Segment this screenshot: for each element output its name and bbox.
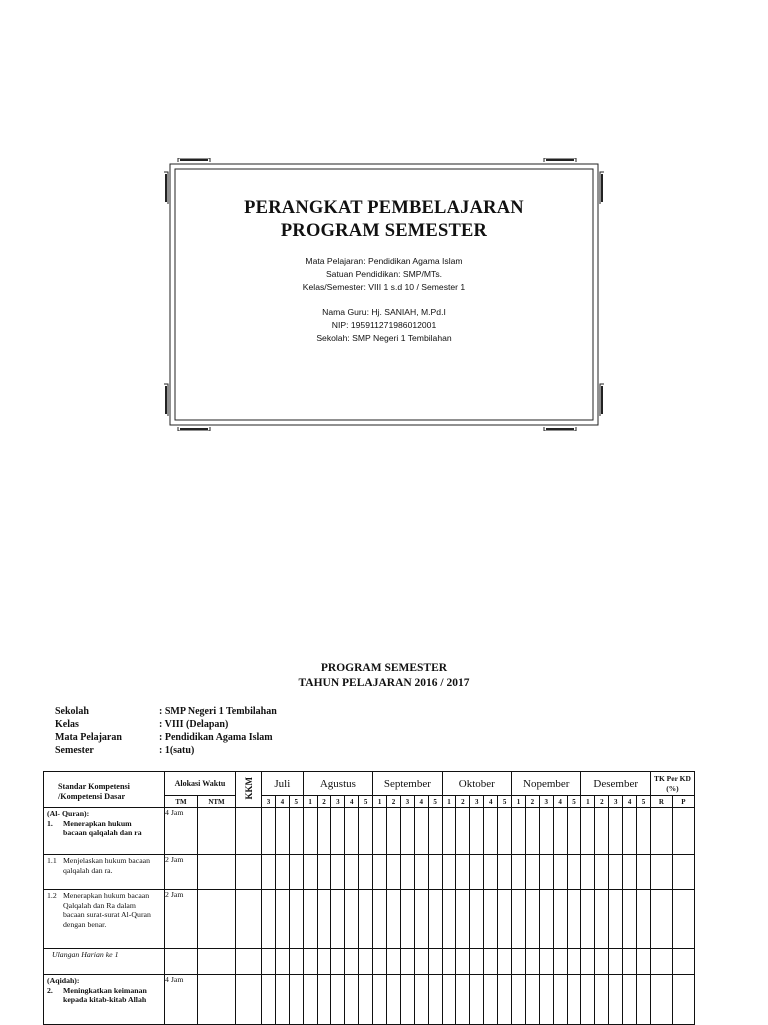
empty-cell	[414, 890, 428, 949]
empty-cell	[581, 890, 595, 949]
row-heading: (Al- Quran):	[47, 809, 90, 818]
empty-cell	[331, 890, 345, 949]
doc-subtitle: TAHUN PELAJARAN 2016 / 2017	[298, 677, 470, 689]
header-week: 4	[414, 796, 428, 808]
empty-cell	[623, 949, 637, 975]
empty-cell	[567, 890, 581, 949]
header-week: 5	[637, 796, 651, 808]
empty-cell	[637, 949, 651, 975]
empty-cell	[498, 890, 512, 949]
empty-cell	[484, 890, 498, 949]
empty-cell	[373, 949, 387, 975]
meta-label: Sekolah	[55, 706, 89, 717]
empty-cell	[470, 808, 484, 855]
empty-cell	[198, 949, 236, 975]
header-month: Juli	[262, 772, 304, 796]
cover-class-semester: Kelas/Semester: VIII 1 s.d 10 / Semester 1	[302, 282, 466, 292]
header-week: 2	[595, 796, 609, 808]
empty-cell	[539, 949, 553, 975]
empty-cell	[331, 975, 345, 1025]
header-week: 3	[331, 796, 345, 808]
table-row	[44, 975, 695, 1025]
header-week: 5	[359, 796, 373, 808]
empty-cell	[525, 975, 539, 1025]
header-week: 1	[303, 796, 317, 808]
header-week: 1	[581, 796, 595, 808]
empty-cell	[512, 890, 526, 949]
header-week: 3	[609, 796, 623, 808]
meta-value: : SMP Negeri 1 Tembilahan	[159, 706, 277, 717]
empty-cell	[373, 855, 387, 890]
empty-cell	[567, 808, 581, 855]
empty-cell	[387, 808, 401, 855]
row-number: 1.2	[47, 891, 57, 900]
empty-cell	[637, 855, 651, 890]
program-semester-table	[43, 771, 695, 1025]
empty-cell	[581, 949, 595, 975]
header-week: 2	[317, 796, 331, 808]
empty-cell	[623, 855, 637, 890]
empty-cell	[553, 949, 567, 975]
header-tm: TM	[165, 796, 198, 808]
tm-cell: 2 Jam	[165, 855, 198, 890]
empty-cell	[484, 808, 498, 855]
sk-kd-cell	[44, 975, 165, 1025]
empty-cell	[359, 975, 373, 1025]
empty-cell	[317, 808, 331, 855]
empty-cell	[275, 949, 289, 975]
header-week: 3	[539, 796, 553, 808]
empty-cell	[317, 890, 331, 949]
empty-cell	[373, 890, 387, 949]
empty-cell	[470, 855, 484, 890]
empty-cell	[236, 890, 262, 949]
cover-teacher-name: Nama Guru: Hj. SANIAH, M.Pd.I	[322, 307, 446, 317]
empty-cell	[275, 855, 289, 890]
empty-cell	[650, 808, 672, 855]
empty-cell	[525, 855, 539, 890]
empty-cell	[623, 808, 637, 855]
header-week: 2	[387, 796, 401, 808]
empty-cell	[442, 949, 456, 975]
empty-cell	[498, 808, 512, 855]
empty-cell	[303, 975, 317, 1025]
empty-cell	[428, 975, 442, 1025]
sk-kd-cell	[44, 949, 165, 975]
empty-cell	[442, 975, 456, 1025]
empty-cell	[650, 855, 672, 890]
empty-cell	[345, 975, 359, 1025]
header-month: Desember	[581, 772, 650, 796]
empty-cell	[484, 975, 498, 1025]
empty-cell	[428, 855, 442, 890]
empty-cell	[198, 890, 236, 949]
empty-cell	[428, 949, 442, 975]
empty-cell	[198, 975, 236, 1025]
tm-cell: 4 Jam	[165, 808, 198, 855]
empty-cell	[539, 975, 553, 1025]
empty-cell	[456, 975, 470, 1025]
empty-cell	[345, 855, 359, 890]
empty-cell	[456, 890, 470, 949]
row-text: Menjelaskan hukum bacaan qalqalah dan ra.	[63, 856, 151, 875]
empty-cell	[262, 808, 276, 855]
empty-cell	[567, 855, 581, 890]
empty-cell	[198, 855, 236, 890]
empty-cell	[442, 890, 456, 949]
empty-cell	[498, 949, 512, 975]
sk-kd-cell	[44, 808, 165, 855]
empty-cell	[595, 890, 609, 949]
empty-cell	[512, 855, 526, 890]
row-number: 2.	[47, 985, 53, 995]
empty-cell	[414, 855, 428, 890]
tm-cell: 4 Jam	[165, 975, 198, 1025]
header-week: 4	[275, 796, 289, 808]
empty-cell	[359, 949, 373, 975]
empty-cell	[456, 949, 470, 975]
empty-cell	[414, 949, 428, 975]
empty-cell	[317, 975, 331, 1025]
header-month: Nopember	[512, 772, 581, 796]
empty-cell	[387, 855, 401, 890]
empty-cell	[289, 949, 303, 975]
empty-cell	[512, 808, 526, 855]
header-week: 1	[512, 796, 526, 808]
empty-cell	[414, 808, 428, 855]
empty-cell	[400, 949, 414, 975]
empty-cell	[581, 855, 595, 890]
empty-cell	[345, 808, 359, 855]
empty-cell	[387, 949, 401, 975]
empty-cell	[262, 890, 276, 949]
header-p: P	[672, 796, 694, 808]
empty-cell	[512, 975, 526, 1025]
empty-cell	[400, 975, 414, 1025]
meta-label: Mata Pelajaran	[55, 732, 122, 743]
empty-cell	[470, 949, 484, 975]
empty-cell	[609, 975, 623, 1025]
meta-label: Kelas	[55, 719, 79, 730]
header-week: 2	[456, 796, 470, 808]
empty-cell	[672, 808, 694, 855]
header-week: 4	[553, 796, 567, 808]
header-week: 5	[428, 796, 442, 808]
empty-cell	[198, 808, 236, 855]
empty-cell	[567, 975, 581, 1025]
empty-cell	[595, 975, 609, 1025]
row-number: 1.	[47, 818, 53, 828]
empty-cell	[303, 890, 317, 949]
empty-cell	[289, 808, 303, 855]
empty-cell	[345, 949, 359, 975]
empty-cell	[637, 975, 651, 1025]
empty-cell	[498, 855, 512, 890]
empty-cell	[539, 855, 553, 890]
empty-cell	[373, 808, 387, 855]
header-kkm: KKM	[236, 772, 262, 808]
empty-cell	[275, 808, 289, 855]
empty-cell	[672, 949, 694, 975]
empty-cell	[414, 975, 428, 1025]
header-week: 4	[484, 796, 498, 808]
empty-cell	[236, 808, 262, 855]
empty-cell	[539, 890, 553, 949]
header-week: 3	[262, 796, 276, 808]
header-week: 5	[567, 796, 581, 808]
table-row	[44, 808, 695, 855]
empty-cell	[359, 855, 373, 890]
header-month: Oktober	[442, 772, 511, 796]
empty-cell	[317, 949, 331, 975]
empty-cell	[581, 975, 595, 1025]
header-month: Agustus	[303, 772, 372, 796]
empty-cell	[345, 890, 359, 949]
empty-cell	[637, 890, 651, 949]
empty-cell	[567, 949, 581, 975]
meta-label: Semester	[55, 745, 94, 756]
empty-cell	[289, 890, 303, 949]
empty-cell	[262, 975, 276, 1025]
header-week: 3	[400, 796, 414, 808]
empty-cell	[650, 949, 672, 975]
header-month: September	[373, 772, 442, 796]
empty-cell	[525, 808, 539, 855]
empty-cell	[303, 949, 317, 975]
row-number: 1.1	[47, 856, 57, 865]
row-text: Menerapkan hukum bacaan qalqalah dan ra	[63, 818, 142, 837]
empty-cell	[525, 949, 539, 975]
cover-title-line1: PERANGKAT PEMBELAJARAN	[244, 198, 524, 218]
empty-cell	[442, 808, 456, 855]
header-week: 5	[289, 796, 303, 808]
table-row	[44, 855, 695, 890]
empty-cell	[595, 855, 609, 890]
tm-cell	[165, 949, 198, 975]
empty-cell	[387, 975, 401, 1025]
empty-cell	[236, 855, 262, 890]
empty-cell	[262, 949, 276, 975]
tm-cell: 2 Jam	[165, 890, 198, 949]
empty-cell	[303, 808, 317, 855]
empty-cell	[373, 975, 387, 1025]
empty-cell	[331, 949, 345, 975]
header-week: 1	[373, 796, 387, 808]
empty-cell	[262, 855, 276, 890]
row-text: Ulangan Harian ke 1	[52, 950, 119, 959]
empty-cell	[456, 855, 470, 890]
empty-cell	[637, 808, 651, 855]
empty-cell	[400, 855, 414, 890]
empty-cell	[456, 808, 470, 855]
table-row	[44, 890, 695, 949]
empty-cell	[331, 855, 345, 890]
empty-cell	[470, 975, 484, 1025]
empty-cell	[581, 808, 595, 855]
empty-cell	[275, 975, 289, 1025]
doc-title: PROGRAM SEMESTER	[320, 662, 448, 674]
empty-cell	[609, 855, 623, 890]
empty-cell	[609, 949, 623, 975]
empty-cell	[553, 975, 567, 1025]
header-ntm: NTM	[198, 796, 236, 808]
empty-cell	[484, 855, 498, 890]
empty-cell	[595, 949, 609, 975]
empty-cell	[428, 808, 442, 855]
empty-cell	[289, 975, 303, 1025]
header-sk-kd: Standar Kompetensi /Kompetensi Dasar	[44, 772, 165, 808]
empty-cell	[672, 855, 694, 890]
empty-cell	[236, 975, 262, 1025]
empty-cell	[400, 890, 414, 949]
cover-education-unit: Satuan Pendidikan: SMP/MTs.	[325, 269, 443, 279]
meta-value: : Pendidikan Agama Islam	[159, 732, 273, 743]
cover-nip: NIP: 195911271986012001	[331, 320, 437, 330]
empty-cell	[553, 890, 567, 949]
empty-cell	[553, 855, 567, 890]
meta-value: : 1(satu)	[159, 745, 195, 756]
empty-cell	[595, 808, 609, 855]
empty-cell	[672, 890, 694, 949]
row-text: Meningkatkan keimanan kepada kitab-kitab Allah	[63, 985, 147, 1004]
empty-cell	[400, 808, 414, 855]
empty-cell	[609, 808, 623, 855]
empty-cell	[331, 808, 345, 855]
header-week: 4	[623, 796, 637, 808]
empty-cell	[623, 975, 637, 1025]
empty-cell	[650, 890, 672, 949]
header-week: 4	[345, 796, 359, 808]
header-week: 1	[442, 796, 456, 808]
row-text: Menerapkan hukum bacaan Qalqalah dan Ra dalam bacaan surat-surat Al-Quran dengan benar.	[63, 891, 151, 929]
cover-school: Sekolah: SMP Negeri 1 Tembilahan	[316, 333, 452, 343]
table-row	[44, 949, 695, 975]
empty-cell	[650, 975, 672, 1025]
empty-cell	[623, 890, 637, 949]
sk-kd-cell	[44, 855, 165, 890]
empty-cell	[303, 855, 317, 890]
header-week: 3	[470, 796, 484, 808]
cover-title-line2: PROGRAM SEMESTER	[280, 221, 488, 241]
row-heading: (Aqidah):	[47, 976, 80, 985]
empty-cell	[236, 949, 262, 975]
empty-cell	[470, 890, 484, 949]
empty-cell	[484, 949, 498, 975]
empty-cell	[428, 890, 442, 949]
empty-cell	[498, 975, 512, 1025]
empty-cell	[553, 808, 567, 855]
header-tk: TK Per KD (%)	[650, 772, 694, 796]
empty-cell	[609, 890, 623, 949]
empty-cell	[359, 890, 373, 949]
header-r: R	[650, 796, 672, 808]
header-week: 5	[498, 796, 512, 808]
empty-cell	[539, 808, 553, 855]
empty-cell	[275, 890, 289, 949]
header-alokasi: Alokasi Waktu	[165, 772, 236, 796]
empty-cell	[442, 855, 456, 890]
empty-cell	[387, 890, 401, 949]
empty-cell	[317, 855, 331, 890]
sk-kd-cell	[44, 890, 165, 949]
meta-value: : VIII (Delapan)	[159, 719, 229, 730]
empty-cell	[525, 890, 539, 949]
empty-cell	[289, 855, 303, 890]
empty-cell	[359, 808, 373, 855]
empty-cell	[672, 975, 694, 1025]
cover-subject: Mata Pelajaran: Pendidikan Agama Islam	[305, 256, 463, 266]
empty-cell	[512, 949, 526, 975]
header-week: 2	[525, 796, 539, 808]
